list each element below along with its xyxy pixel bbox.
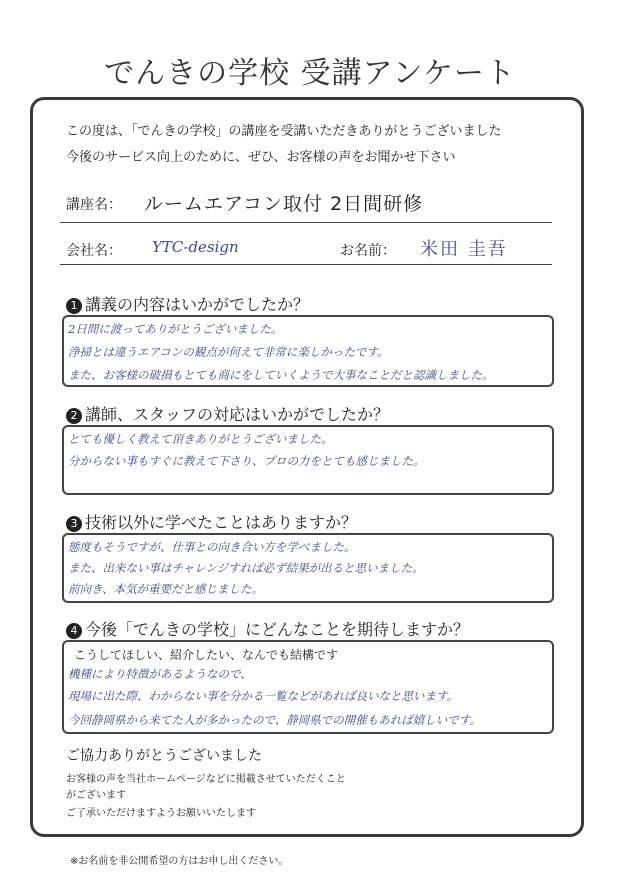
company-label: 会社名： <box>66 243 122 259</box>
question-text: 講義の内容はいかがでしたか？ <box>85 295 310 314</box>
name-row <box>60 232 552 265</box>
privacy-footnote: ※お名前を非公開希望の方はお申し出ください。 <box>70 856 289 867</box>
question-prompt: こうしてほしい、紹介したい、なんでも結構です <box>74 648 339 662</box>
note-line-3: ご了承いただけますようお願いいたします <box>66 808 256 819</box>
answer-line: 浄掃とは違うエアコンの観点が何えて非常に楽しかったです。 <box>68 345 389 359</box>
question-number: 4 <box>66 623 82 639</box>
answer-line: 現場に出た際、わからない事を分かる一覧などがあれば良いなと思います。 <box>68 689 459 703</box>
answer-line: とても優しく教えて頂きありがとうございました。 <box>68 432 333 446</box>
question-number: 3 <box>66 516 82 532</box>
question-number: 1 <box>66 298 82 314</box>
answer-line: また、お客様の破損もとても商にをしていくようで大事なことだと認識しました。 <box>68 368 494 382</box>
note-line-2: がございます <box>66 790 126 801</box>
question-3 <box>66 510 357 533</box>
question-1 <box>66 292 309 315</box>
answer-box-3[interactable] <box>62 533 554 603</box>
course-field <box>60 182 552 223</box>
answer-box-4[interactable] <box>62 640 554 734</box>
answer-line: 態度もそうですが、仕事との向き合い方を学べました。 <box>68 540 356 554</box>
question-4 <box>66 617 469 640</box>
course-name: ルームエアコン取付 2日間研修 <box>144 193 424 215</box>
answer-box-2[interactable] <box>62 425 554 495</box>
question-text: 技術以外に学べたことはありますか？ <box>85 513 358 532</box>
intro-line-2: 今後のサービス向上のために、ぜひ、お客様の声をお聞かせ下さい <box>66 150 456 165</box>
question-2 <box>66 402 389 425</box>
person-label: お名前： <box>340 243 396 259</box>
answer-line: 今回静岡県から来てた人が多かったので、静岡県での開催もあれば嬉しいです。 <box>68 713 481 727</box>
answer-line: 2日間に渡ってありがとうございました。 <box>68 322 283 336</box>
answer-box-1[interactable] <box>62 315 554 387</box>
answer-line: 前向き、本気が重要だと感じました。 <box>68 582 264 596</box>
note-line-1: お客様の声を当社ホームページなどに掲載させていただくこと <box>66 774 346 785</box>
intro-line-1: この度は、「でんきの学校」の講座を受講いただきありがとうございました <box>66 124 502 139</box>
answer-line: 分からない事もすぐに教えて下さり、プロの力をとても感じました。 <box>68 454 425 468</box>
thanks-message: ご協力ありがとうございました <box>66 748 262 764</box>
person-value[interactable]: 米田 圭吾 <box>420 239 508 260</box>
question-number: 2 <box>66 408 82 424</box>
company-value[interactable]: YTC-design <box>152 238 239 256</box>
question-text: 今後「でんきの学校」にどんなことを期待しますか？ <box>85 620 470 639</box>
page-title: でんきの学校 受講アンケート <box>104 56 516 91</box>
question-text: 講師、スタッフの対応はいかがでしたか？ <box>85 405 390 424</box>
course-label: 講座名： <box>66 197 122 213</box>
answer-line: また、出来ない事はチャレンジすれば必ず結果が出ると思いました。 <box>68 561 424 575</box>
answer-line: 機種により特徴があるようなので、 <box>68 667 252 681</box>
